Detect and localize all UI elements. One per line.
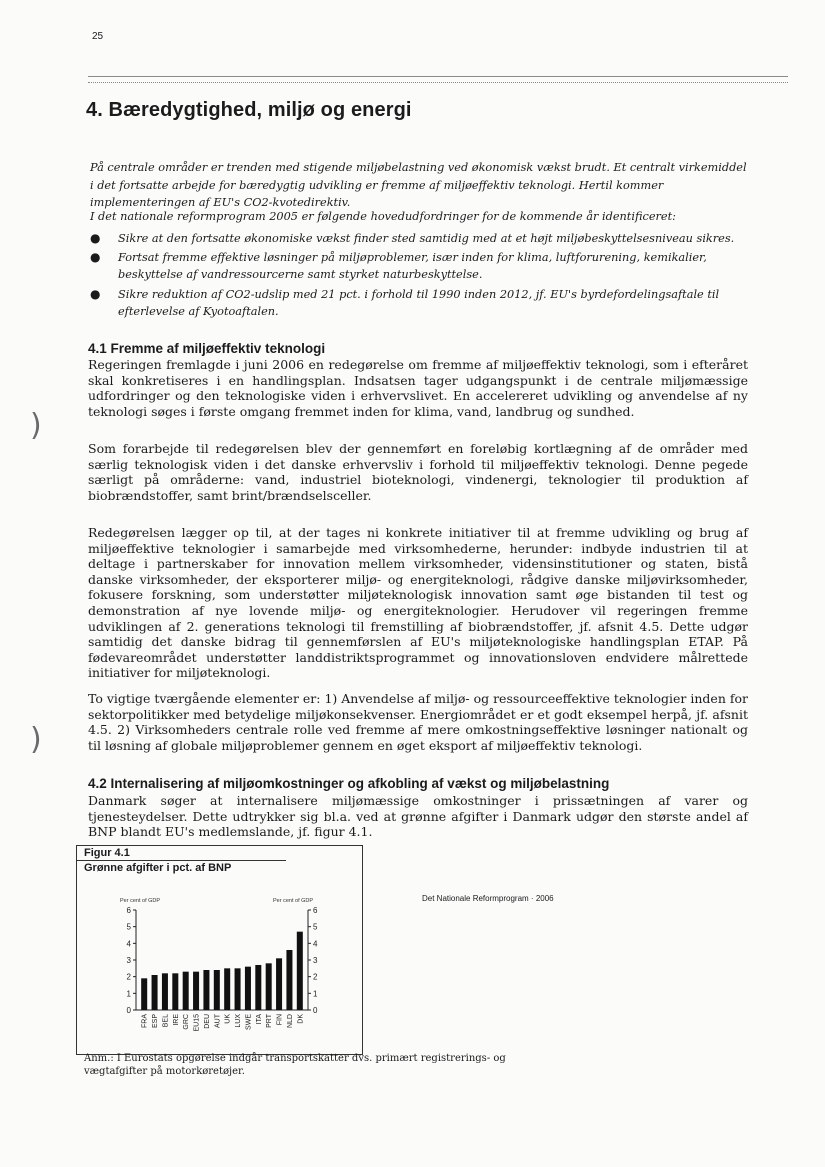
section-heading-4-1: 4.1 Fremme af miljøeffektiv teknologi <box>88 341 326 356</box>
bullet-text: Fortsat fremme effektive løsninger på miljøproblemer, især inden for klima, luftforurening, kemikalier, beskyttelse af vandressourcerne samt styrket naturbeskyttelse. <box>118 251 707 281</box>
bar <box>193 972 199 1010</box>
bar <box>297 932 303 1010</box>
bar <box>152 975 158 1010</box>
bullet-text: Sikre reduktion af CO2-udslip med 21 pct. i forhold til 1990 inden 2012, jf. EU's byrdefordelingsaftale til efterlevelse af Kyotoaftalen. <box>118 288 720 318</box>
bar <box>214 970 220 1010</box>
section-4-1-paragraph-1: Regeringen fremlagde i juni 2006 en redegørelse om fremme af miljøeffektiv teknologi, som i efteråret skal konkretiseres i en handlingsplan. Indsatsen tager udgangspunkt i de centrale miljømæssige udfordringer og den teknologiske viden i erhvervslivet. En accelereret udvikling og anvendelse af ny teknologi søges i første omgang fremmet inden for klima, vand, landbrug og sundhed. <box>88 357 748 419</box>
bullet-item <box>90 286 754 320</box>
x-tick-label: AUT <box>214 1014 222 1028</box>
bar <box>172 973 178 1010</box>
bar <box>141 978 147 1010</box>
section-heading-4-2: 4.2 Internalisering af miljøomkostninger og afkobling af vækst og miljøbelastning <box>88 776 610 791</box>
bar <box>255 965 261 1010</box>
figure-label: Figur 4.1 <box>84 847 130 859</box>
chapter-heading: 4. Bæredygtighed, miljø og energi <box>86 99 412 121</box>
x-tick-label: FRA <box>141 1014 149 1028</box>
y-tick-label-left: 4 <box>126 939 131 949</box>
x-tick-label: UK <box>224 1014 232 1024</box>
intro-paragraph: På centrale områder er trenden med stigende miljøbelastning ved økonomisk vækst brudt. Et centralt virkemiddel i det fortsatte arbejde for bæredygtig udvikling er fremme af miljøeffektiv teknologi. Hertil kommer implementeringen af EU's CO2-kvotedirektiv. <box>90 161 747 209</box>
figure-subtitle: Grønne afgifter i pct. af BNP <box>84 862 232 874</box>
y-tick-label-right: 3 <box>313 956 318 965</box>
bullet-icon: ● <box>90 287 101 301</box>
y-tick-label-left: 5 <box>126 922 131 932</box>
figure-source: Det Nationale Reformprogram · 2006 <box>422 894 554 903</box>
y-tick-label-left: 1 <box>126 989 131 999</box>
binding-mark: ) <box>30 408 42 443</box>
y-tick-label-left: 0 <box>126 1006 131 1015</box>
y-tick-label-right: 2 <box>313 972 318 982</box>
bar <box>224 968 230 1010</box>
bar <box>276 958 282 1010</box>
x-tick-label: FIN <box>276 1014 284 1026</box>
x-tick-label: LUX <box>235 1014 243 1028</box>
x-tick-label: IRE <box>172 1014 180 1026</box>
section-4-2-paragraph-1: Danmark søger at internalisere miljømæssige omkostninger i prissætningen af varer og tjenesteydelser. Dette udtrykker sig bl.a. ved at grønne afgifter i Danmark udgør den største andel af BNP blandt EU's medlemslande, jf. figur 4.1. <box>88 793 748 840</box>
bar <box>235 968 241 1010</box>
y-axis-label-left: Per cent of GDP <box>120 898 161 904</box>
bar <box>266 963 272 1010</box>
y-tick-label-left: 6 <box>126 906 131 915</box>
challenges-lead: I det nationale reformprogram 2005 er følgende hovedudfordringer for de kommende år identificeret: <box>90 210 676 223</box>
bar <box>245 967 251 1010</box>
x-tick-label: BEL <box>162 1014 170 1028</box>
x-tick-label: SWE <box>245 1014 253 1030</box>
section-4-1-paragraph-4: To vigtige tværgående elementer er: 1) Anvendelse af miljø- og ressourceeffektive teknologier inden for sektorpolitikker med betydelige miljøkonsekvenser. Energiområdet er et godt eksempel herpå, jf. afsnit 4.5. 2) Virksomheders centrale rolle ved fremme af mere omkostningseffektive løsninger nationalt og til løsning af globale miljøproblemer gennem en øget eksport af miljøeffektiv teknologi. <box>88 691 748 753</box>
y-axis-label-right: Per cent of GDP <box>273 898 314 904</box>
y-tick-label-right: 6 <box>313 906 318 915</box>
x-tick-label: NLD <box>286 1014 294 1029</box>
x-tick-label: ITA <box>255 1014 263 1025</box>
bullet-item <box>90 230 754 247</box>
y-tick-label-left: 3 <box>126 956 131 965</box>
bullet-icon: ● <box>90 250 101 264</box>
x-tick-label: PRT <box>266 1014 274 1028</box>
x-tick-label: ESP <box>152 1014 160 1029</box>
bullet-item <box>90 249 754 283</box>
bullet-icon: ● <box>90 231 101 245</box>
page-number: 25 <box>92 31 104 42</box>
bar <box>203 970 209 1010</box>
section-4-1-paragraph-3: Redegørelsen lægger op til, at der tages ni konkrete initiativer til at fremme udvikling og brug af miljøeffektive teknologier i samarbejde med virksomhederne, herunder: indbyde industrien til at deltage i partnerskaber for innovation mellem virksomheder, vidensinstitutioner og staten, bistå danske virksomheder, der eksporterer miljø- og energiteknologi, rådgive danske miljøvirksomheder, fokusere forskning, som understøtter miljøteknologisk innovation samt øge bistanden til test og demonstration af nye lovende miljø- og energiteknologier. Herudover vil regeringen fremme udviklingen af 2. generations teknologi til fremstilling af biobrændstoffer, jf. afsnit 4.5. Dette udgør samtidig det danske bidrag til gennemførslen af EU's miljøteknologiske handlingsplan ETAP. På fødevareområdet understøtter landdistriktsprogrammet og innovationsloven endvidere målrettede initiativer for miljøteknologi. <box>88 525 748 681</box>
bar <box>286 950 292 1010</box>
y-tick-label-right: 5 <box>313 922 318 932</box>
header-rule-dotted <box>88 82 788 83</box>
x-tick-label: GRC <box>183 1014 191 1030</box>
bullet-text: Sikre at den fortsatte økonomiske vækst finder sted samtidig med at et højt miljøbeskyttelsesniveau sikres. <box>118 232 735 245</box>
figure-note: Anm.: I Eurostats opgørelse indgår transportskatter dvs. primært registrerings- og vægtafgifter på motorkøretøjer. <box>84 1053 506 1077</box>
y-tick-label-right: 0 <box>313 1006 318 1015</box>
x-tick-label: EU15 <box>193 1014 201 1032</box>
binding-mark: ) <box>30 722 42 757</box>
section-4-1-paragraph-2: Som forarbejde til redegørelsen blev der gennemført en foreløbig kortlægning af de områder med særlig teknologisk viden i det danske erhvervsliv i forhold til miljøeffektiv teknologi. Denne pegede særligt på områderne: vand, industriel bioteknologi, vindenergi, teknologier til produktion af biobrændstoffer, samt brint/brændselsceller. <box>88 441 748 503</box>
bar <box>183 972 189 1010</box>
x-tick-label: DK <box>297 1014 305 1024</box>
chart-layer <box>120 898 318 1032</box>
x-tick-label: DEU <box>203 1014 211 1029</box>
bar-chart <box>100 888 340 1038</box>
header-rule <box>88 76 788 77</box>
y-tick-label-left: 2 <box>126 972 131 982</box>
y-tick-label-right: 4 <box>313 939 318 949</box>
bar <box>162 973 168 1010</box>
y-tick-label-right: 1 <box>313 989 318 999</box>
figure-separator <box>76 860 286 861</box>
